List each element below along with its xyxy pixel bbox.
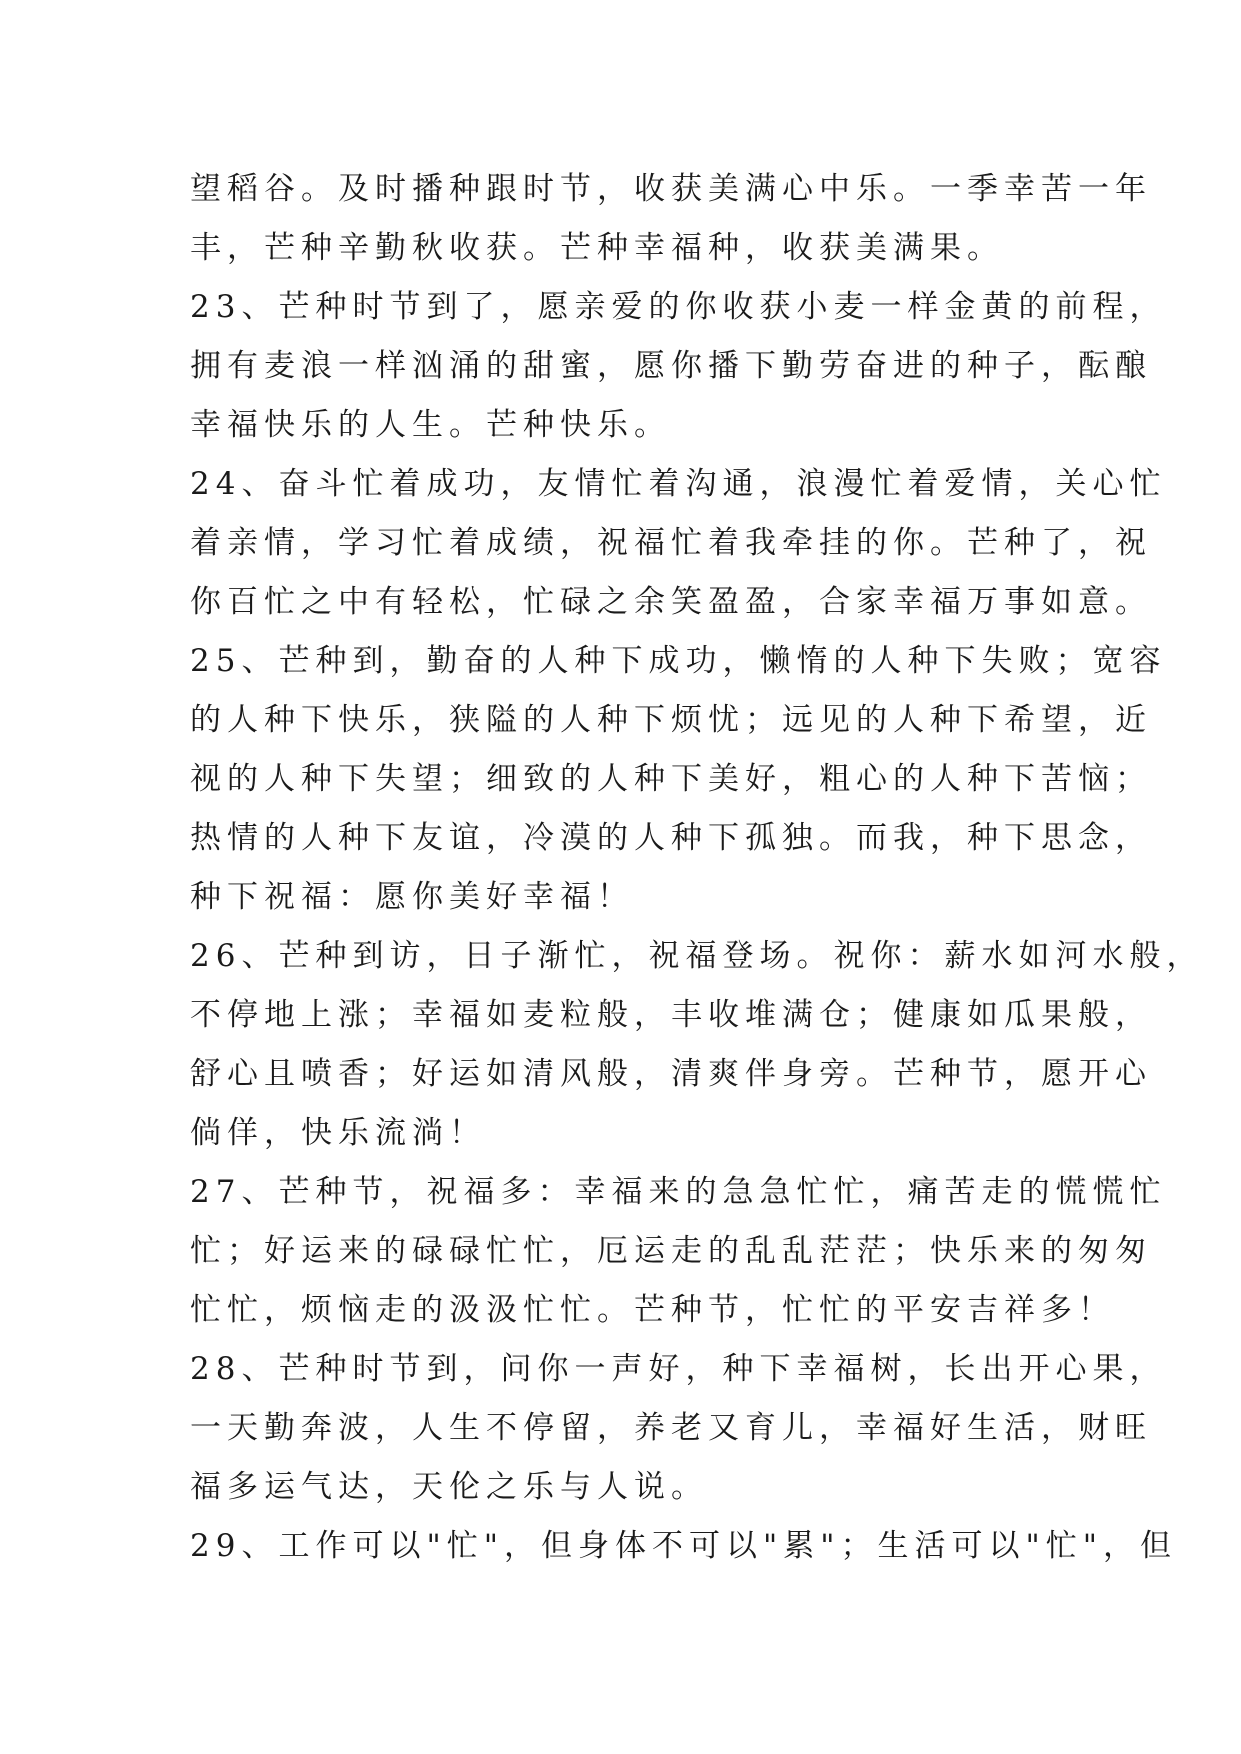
text-line: 舒心且喷香；好运如清风般，清爽伴身旁。芒种节，愿开心: [190, 1056, 1152, 1092]
text-line: 你百忙之中有轻松，忙碌之余笑盈盈，合家幸福万事如意。: [190, 584, 1152, 620]
text-line: 一天勤奔波，人生不停留，养老又育儿，幸福好生活，财旺: [190, 1410, 1152, 1446]
text-line: 29、工作可以"忙"，但身体不可以"累"；生活可以"忙"，但: [190, 1528, 1177, 1564]
text-line: 不停地上涨；幸福如麦粒般，丰收堆满仓；健康如瓜果般，: [190, 997, 1152, 1033]
text-line: 幸福快乐的人生。芒种快乐。: [190, 407, 671, 443]
text-line: 忙；好运来的碌碌忙忙，厄运走的乱乱茫茫；快乐来的匆匆: [190, 1233, 1152, 1269]
text-line: 28、芒种时节到，问你一声好，种下幸福树，长出开心果，: [190, 1351, 1167, 1387]
text-line: 25、芒种到，勤奋的人种下成功，懒惰的人种下失败；宽容: [190, 643, 1167, 679]
text-line: 倘佯，快乐流淌！: [190, 1115, 486, 1151]
text-line: 望稻谷。及时播种跟时节，收获美满心中乐。一季幸苦一年: [190, 171, 1152, 207]
text-line: 的人种下快乐，狭隘的人种下烦忧；远见的人种下希望，近: [190, 702, 1152, 738]
text-line: 种下祝福：愿你美好幸福！: [190, 879, 634, 915]
text-line: 忙忙，烦恼走的汲汲忙忙。芒种节，忙忙的平安吉祥多！: [190, 1292, 1115, 1328]
text-line: 23、芒种时节到了，愿亲爱的你收获小麦一样金黄的前程，: [190, 289, 1167, 325]
document-body: [190, 160, 1204, 1576]
text-line: 福多运气达，天伦之乐与人说。: [190, 1469, 708, 1505]
text-line: 热情的人种下友谊，冷漠的人种下孤独。而我，种下思念，: [190, 820, 1152, 856]
text-line: 24、奋斗忙着成功，友情忙着沟通，浪漫忙着爱情，关心忙: [190, 466, 1167, 502]
text-line: 拥有麦浪一样汹涌的甜蜜，愿你播下勤劳奋进的种子，酝酿: [190, 348, 1152, 384]
text-line: 着亲情，学习忙着成绩，祝福忙着我牵挂的你。芒种了，祝: [190, 525, 1152, 561]
text-line: 丰，芒种辛勤秋收获。芒种幸福种，收获美满果。: [190, 230, 1004, 266]
text-line: 视的人种下失望；细致的人种下美好，粗心的人种下苦恼；: [190, 761, 1152, 797]
text-line: 27、芒种节，祝福多：幸福来的急急忙忙，痛苦走的慌慌忙: [190, 1174, 1167, 1210]
text-line: 26、芒种到访，日子渐忙，祝福登场。祝你：薪水如河水般，: [190, 938, 1204, 974]
